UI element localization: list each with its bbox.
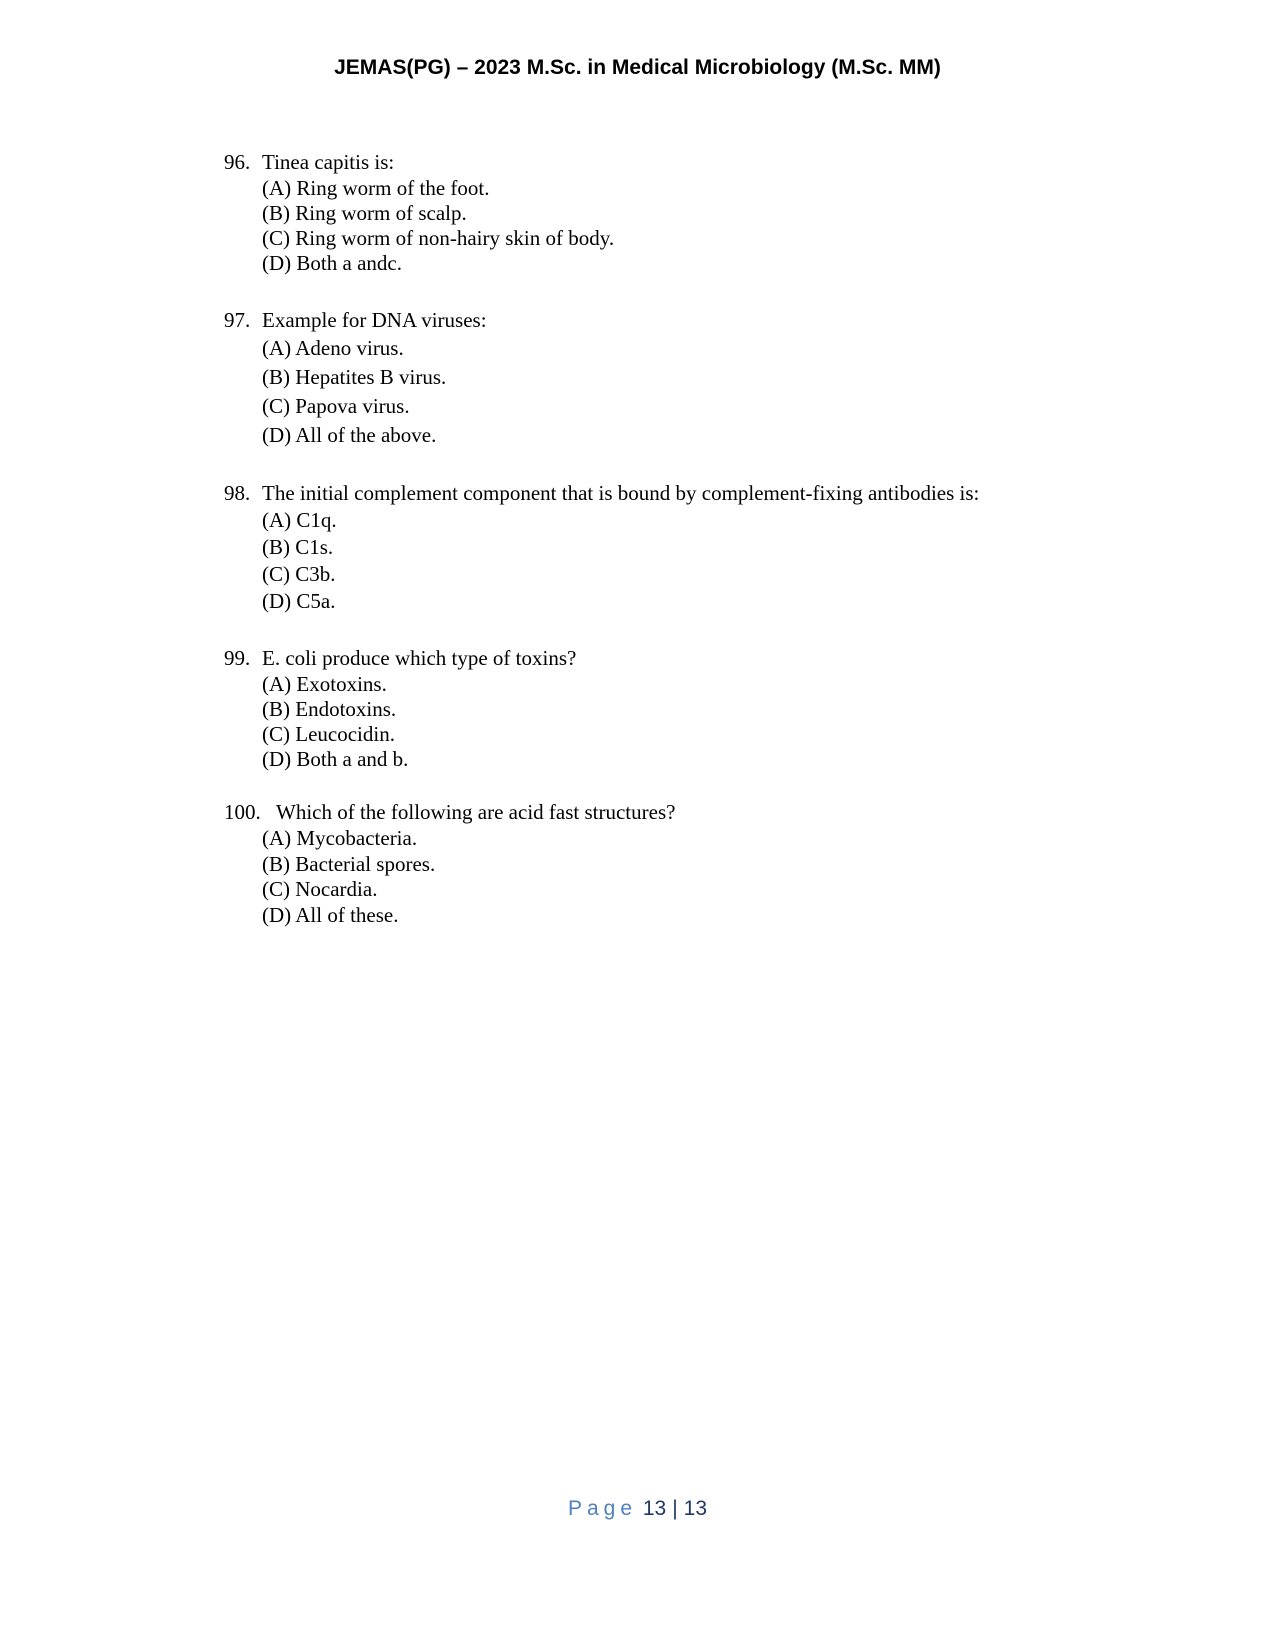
option-c: (C) Nocardia. xyxy=(262,877,378,901)
option-a: (A) Adeno virus. xyxy=(262,336,404,360)
question-number: 100. xyxy=(224,800,261,824)
option-d: (D) Both a andc. xyxy=(262,251,402,275)
question-text: E. coli produce which type of toxins? xyxy=(262,646,577,670)
question-number: 96. xyxy=(224,150,251,174)
question-stem xyxy=(224,306,1224,334)
option-c: (C) Leucocidin. xyxy=(262,722,395,746)
option-list xyxy=(262,826,1224,928)
option-list xyxy=(262,334,1224,450)
option-a: (A) C1q. xyxy=(262,508,337,532)
page-separator: | xyxy=(672,1497,678,1520)
question-100 xyxy=(224,798,1224,928)
option-list xyxy=(262,176,1224,276)
option-b: (B) Ring worm of scalp. xyxy=(262,201,467,225)
current-page-number: 13 xyxy=(642,1497,667,1520)
option-list xyxy=(262,672,1224,772)
option-b: (B) Endotoxins. xyxy=(262,697,397,721)
question-99 xyxy=(224,644,1224,772)
page-header xyxy=(0,56,1275,80)
option-b: (B) Hepatites B virus. xyxy=(262,365,447,389)
option-a: (A) Ring worm of the foot. xyxy=(262,176,490,200)
question-number: 98. xyxy=(224,481,251,505)
option-d: (D) Both a and b. xyxy=(262,747,409,771)
question-text: The initial complement component that is bound by complement-fixing antibodies is: xyxy=(262,481,980,505)
question-text: Tinea capitis is: xyxy=(262,150,395,174)
document-title: JEMAS(PG) – 2023 M.Sc. in Medical Microbiology (M.Sc. MM) xyxy=(334,56,941,79)
question-97 xyxy=(224,306,1224,450)
option-b: (B) C1s. xyxy=(262,535,334,559)
question-stem xyxy=(224,148,1224,176)
question-stem xyxy=(224,798,1224,826)
total-page-number: 13 xyxy=(683,1497,708,1520)
question-number: 97. xyxy=(224,308,251,332)
option-c: (C) Papova virus. xyxy=(262,394,410,418)
page-label: Page xyxy=(567,1497,637,1520)
option-a: (A) Exotoxins. xyxy=(262,672,387,696)
question-text: Example for DNA viruses: xyxy=(262,308,487,332)
option-d: (D) C5a. xyxy=(262,589,336,613)
question-number: 99. xyxy=(224,646,251,670)
question-96 xyxy=(224,148,1224,276)
question-stem xyxy=(224,479,1224,507)
option-b: (B) Bacterial spores. xyxy=(262,851,436,876)
question-text: Which of the following are acid fast structures? xyxy=(276,800,676,824)
option-d: (D) All of the above. xyxy=(262,423,437,447)
option-list xyxy=(262,507,1224,615)
option-c: (C) Ring worm of non-hairy skin of body. xyxy=(262,226,615,250)
question-stem xyxy=(224,644,1224,672)
option-c: (C) C3b. xyxy=(262,562,336,586)
question-98 xyxy=(224,479,1224,615)
option-d: (D) All of these. xyxy=(262,902,399,927)
page-footer xyxy=(0,1497,1275,1521)
option-a: (A) Mycobacteria. xyxy=(262,826,418,850)
